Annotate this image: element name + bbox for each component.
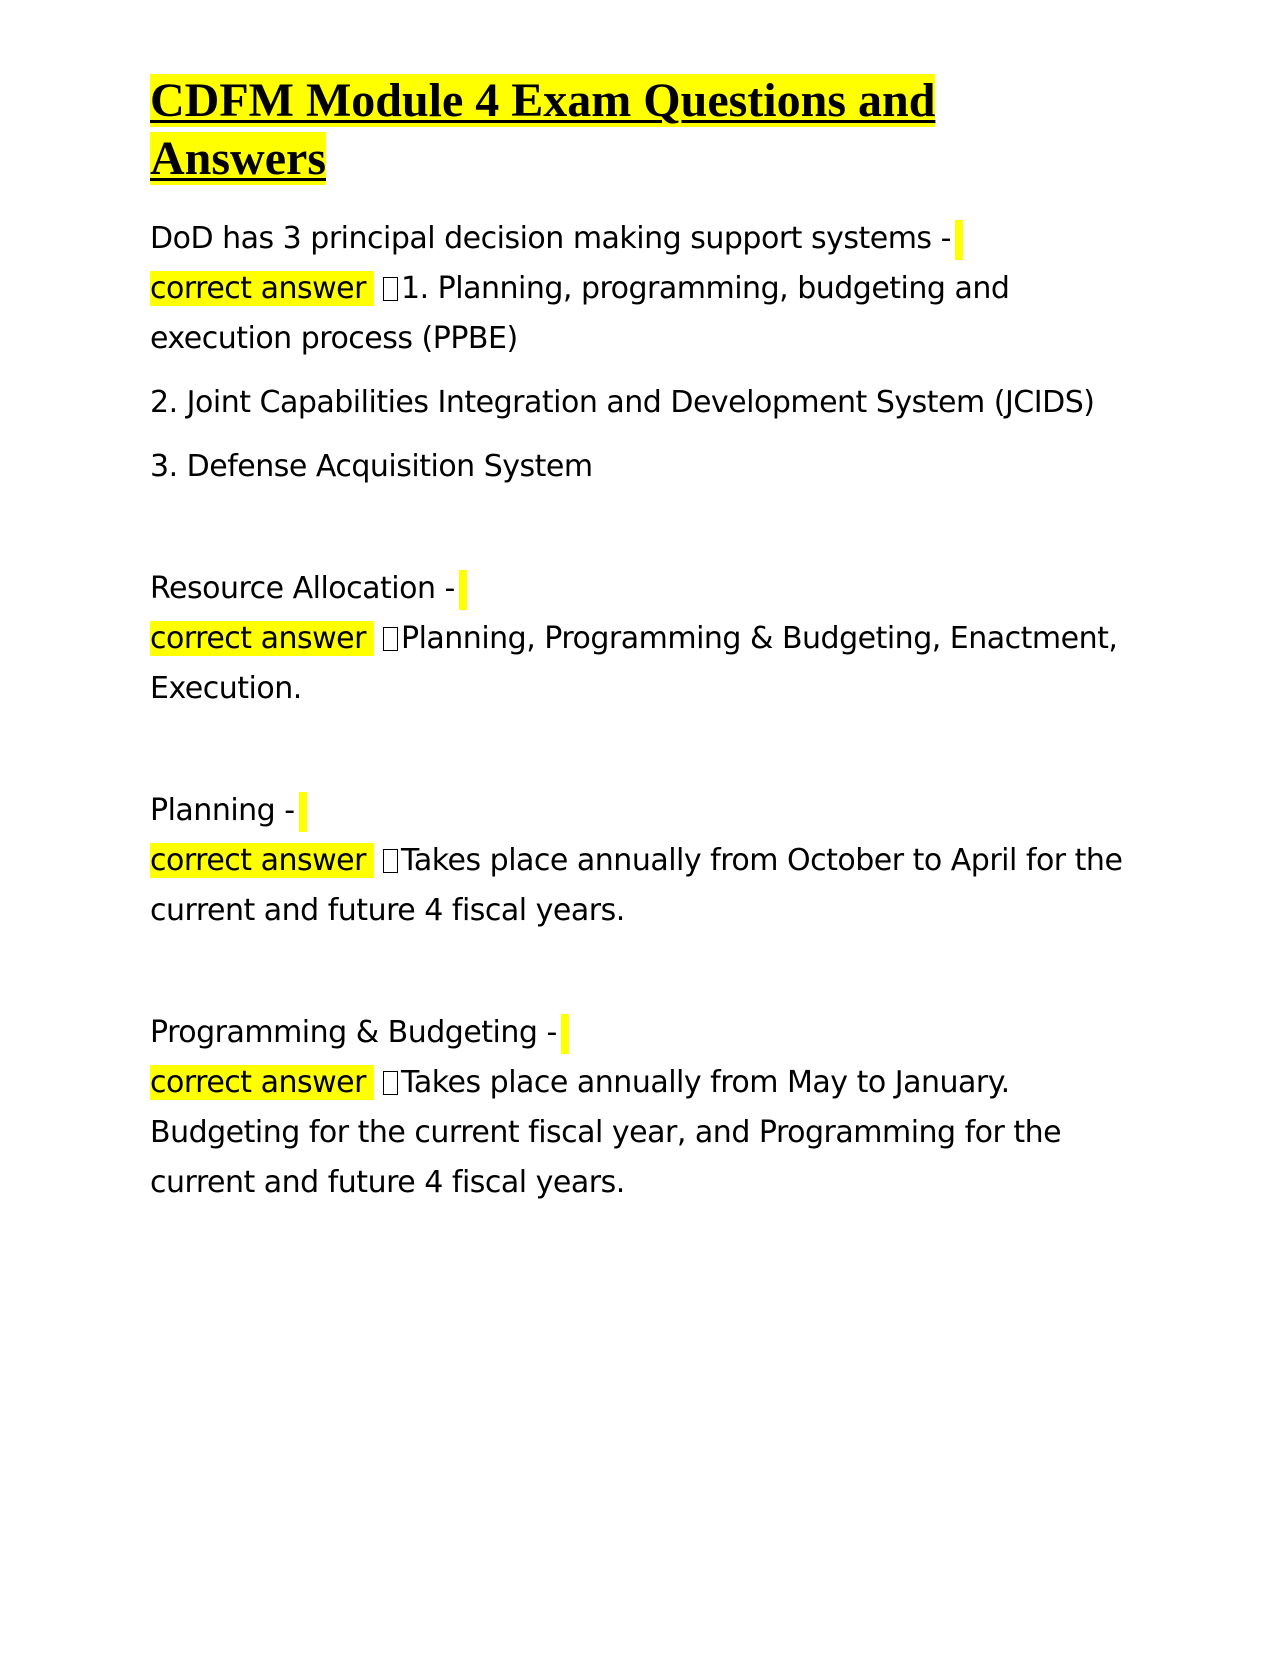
highlight-marker [561, 1014, 569, 1054]
page-title-line-1: CDFM Module 4 Exam Questions and [150, 74, 936, 127]
answer-extra-line-2: 3. Defense Acquisition System [150, 449, 593, 484]
answer-text: correct answer 1. Planning, programming, budgeting and execution process (PPBE) [150, 271, 1010, 356]
qa-item-3 [150, 786, 1140, 936]
answer-text: correct answer Takes place annually from October to April for the current and future 4 fiscal years. [150, 843, 1123, 928]
missing-glyph-icon [383, 277, 398, 301]
missing-glyph-icon [383, 1071, 398, 1095]
question-text: Programming & Budgeting - [150, 1008, 1140, 1058]
answer-extra-line-1: 2. Joint Capabilities Integration and Development System (JCIDS) [150, 385, 1095, 420]
answer-text: correct answer Planning, Programming & Budgeting, Enactment, Execution. [150, 621, 1118, 706]
highlight-marker [299, 792, 307, 832]
correct-answer-label: correct answer [150, 271, 374, 306]
missing-glyph-icon [383, 849, 398, 873]
page-title-line-2: Answers [150, 132, 326, 185]
qa-item-2 [150, 564, 1140, 714]
correct-answer-label: correct answer [150, 621, 374, 656]
correct-answer-label: correct answer [150, 1065, 374, 1100]
qa-item-4 [150, 1008, 1140, 1208]
correct-answer-label: correct answer [150, 843, 374, 878]
question-text: Planning - [150, 786, 1140, 836]
highlight-marker [955, 220, 963, 260]
document-page [150, 72, 1140, 1208]
answer-text: correct answer Takes place annually from May to January. Budgeting for the current fiscal year, and Programming for the current and future 4 fiscal years. [150, 1065, 1062, 1200]
question-text: Resource Allocation - [150, 564, 1140, 614]
highlight-marker [459, 570, 467, 610]
page-title [150, 72, 1140, 188]
question-text: DoD has 3 principal decision making support systems - [150, 214, 1140, 264]
missing-glyph-icon [383, 627, 398, 651]
qa-item-1 [150, 214, 1140, 492]
